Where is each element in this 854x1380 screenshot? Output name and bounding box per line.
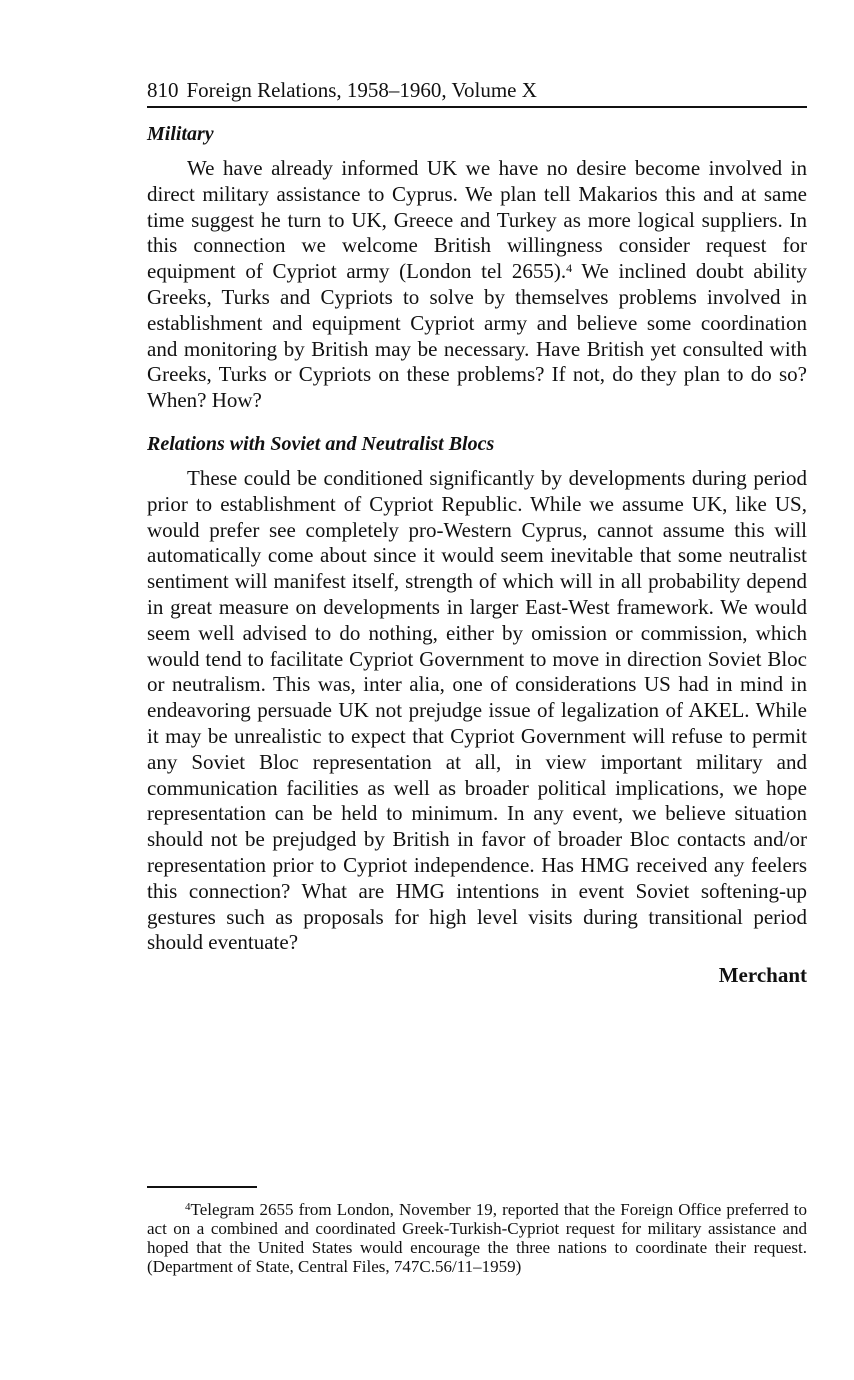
- footnote-reference[interactable]: 4: [566, 261, 573, 276]
- footnote-number: 4: [185, 1201, 191, 1213]
- section-heading-military: Military: [147, 123, 214, 145]
- footnote-divider: [147, 1186, 257, 1188]
- running-head: [147, 76, 807, 108]
- paragraph-military-part2: We inclined doubt ability Greeks, Turks and Cypriots to solve by themselves problems involved in establishment and equipment Cypriot army and believe some coordination and monitoring by British may be necessary. Have British yet consulted with Greeks, Turks or Cypriots on these problems? If not, do they plan to do so? When? How?: [147, 259, 808, 413]
- volume-title: Foreign Relations, 1958–1960, Volume X: [186, 78, 537, 102]
- section-heading-relations: Relations with Soviet and Neutralist Blocs: [147, 432, 495, 455]
- document-page: [147, 76, 807, 988]
- paragraph-military: [147, 156, 807, 414]
- signature: Merchant: [718, 963, 807, 988]
- page-number: 810: [147, 78, 179, 102]
- paragraph-relations: These could be conditioned significantly by developments during period prior to establishment of Cypriot Republic. While we assume UK, like US, would prefer see completely pro-Western Cyprus, cannot assume this will automatically come about since it would seem inevitable that some neutralist sentiment will manifest itself, strength of which will in all probability depend in great measure on developments in larger East-West framework. We would seem well advised to do nothing, either by omission or commission, which would tend to facilitate Cypriot Government to move in direction Soviet Bloc or neutralism. This was, inter alia, one of considerations US had in mind in endeavoring persuade UK not prejudge issue of legalization of AKEL. While it may be unrealistic to expect that Cypriot Government will refuse to permit any Soviet Bloc representation at all, in view important military and communication facilities as well as broader political implications, we hope representation can be held to minimum. In any event, we believe situation should not be prejudged by British in favor of broader Bloc contacts and/or representation prior to Cypriot independence. Has HMG received any feelers this connection? What are HMG intentions in event Soviet softening-up gestures such as proposals for high level visits during transitional period should eventuate?: [147, 465, 807, 955]
- footnote-text: Telegram 2655 from London, November 19, reported that the Foreign Office preferred to act on a combined and coordinated Greek-Turkish-Cypriot request for military assistance and hoped that the United States would encourage the three nations to coordinate their request. (Department of State, Central Files, 747C.56/11–1959): [147, 1200, 807, 1276]
- footnote: [147, 1200, 807, 1276]
- paragraph-military-part1: We have already informed UK we have no desire become involved in direct military assistance to Cyprus. We plan tell Makarios this and at same time suggest he turn to UK, Greece and Turkey as more logical suppliers. In this connection we welcome British willingness consider request for equipment of Cypriot army (London tel 2655).: [147, 156, 807, 284]
